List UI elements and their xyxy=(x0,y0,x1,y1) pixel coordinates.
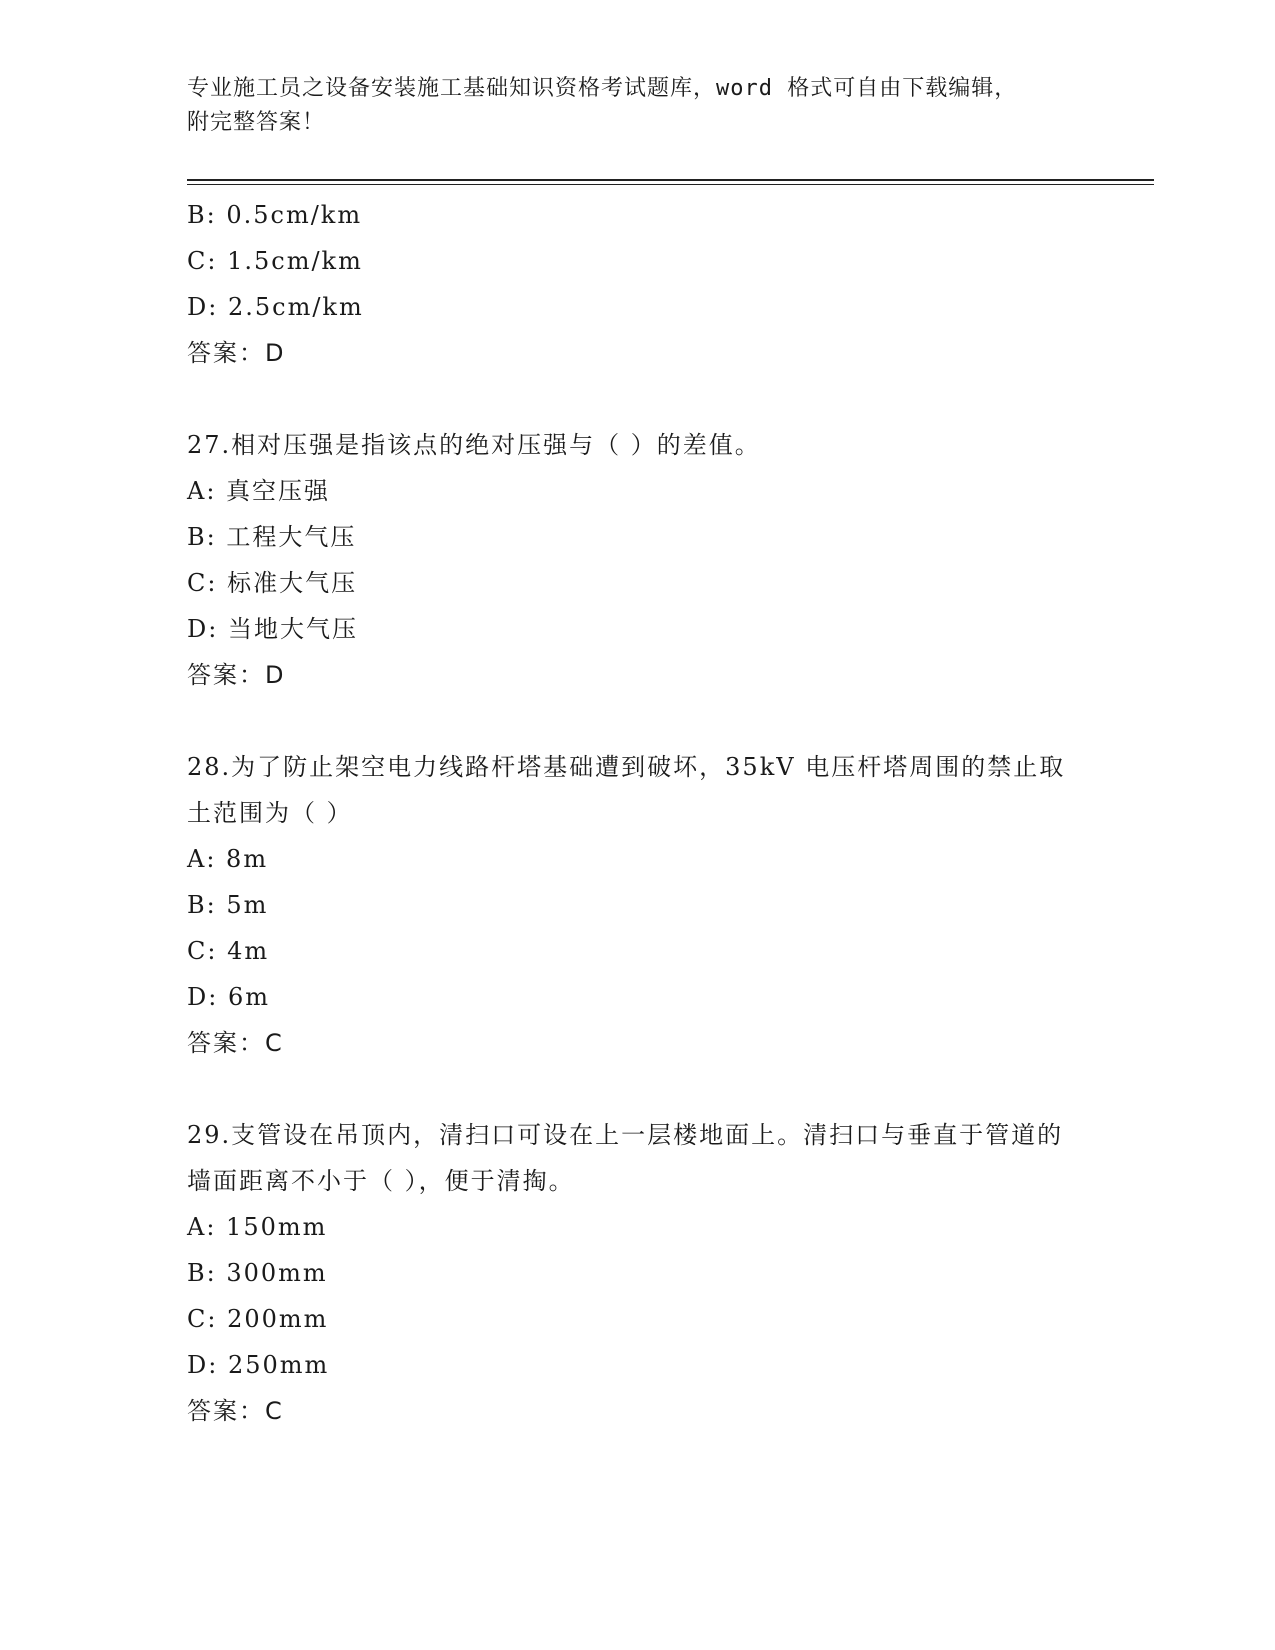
option-c: C: 4m xyxy=(187,937,270,965)
option-b: B: 0.5cm/km xyxy=(187,201,363,229)
option-d: D: 250mm xyxy=(187,1351,330,1379)
answer-line: 答案：C xyxy=(187,1397,284,1425)
document-header xyxy=(187,72,1087,140)
option-d: D: 2.5cm/km xyxy=(187,293,364,321)
question-27 xyxy=(187,422,1087,698)
spacer xyxy=(187,698,1087,744)
answer-line: 答案：D xyxy=(187,661,286,689)
answer-line: 答案：C xyxy=(187,1029,284,1057)
header-divider-thin xyxy=(187,184,1154,185)
option-b: B: 工程大气压 xyxy=(187,523,357,551)
option-c: C: 1.5cm/km xyxy=(187,247,363,275)
question-text: 28.为了防止架空电力线路杆塔基础遭到破坏，35kV 电压杆塔周围的禁止取土范围为（ ） xyxy=(187,753,1066,827)
spacer xyxy=(187,376,1087,422)
option-d: D: 6m xyxy=(187,983,270,1011)
question-text: 29.支管设在吊顶内，清扫口可设在上一层楼地面上。清扫口与垂直于管道的墙面距离不小于（ ），便于清掏。 xyxy=(187,1121,1064,1195)
header-title-line-2: 附完整答案！ xyxy=(187,110,326,135)
option-d: D: 当地大气压 xyxy=(187,615,358,643)
option-c: C: 200mm xyxy=(187,1305,329,1333)
header-title-line-1: 专业施工员之设备安装施工基础知识资格考试题库，word 格式可自由下载编辑， xyxy=(187,76,1018,101)
question-28 xyxy=(187,744,1087,1066)
option-b: B: 300mm xyxy=(187,1259,328,1287)
question-29 xyxy=(187,1112,1087,1434)
question-26-continuation xyxy=(187,192,1087,376)
option-b: B: 5m xyxy=(187,891,269,919)
spacer xyxy=(187,1066,1087,1112)
question-text: 27.相对压强是指该点的绝对压强与（ ）的差值。 xyxy=(187,431,761,459)
header-divider-thick xyxy=(187,179,1154,181)
option-c: C: 标准大气压 xyxy=(187,569,358,597)
option-a: A: 8m xyxy=(187,845,269,873)
answer-line: 答案：D xyxy=(187,339,286,367)
option-a: A: 150mm xyxy=(187,1213,328,1241)
question-list xyxy=(187,192,1087,1434)
option-a: A: 真空压强 xyxy=(187,477,331,505)
